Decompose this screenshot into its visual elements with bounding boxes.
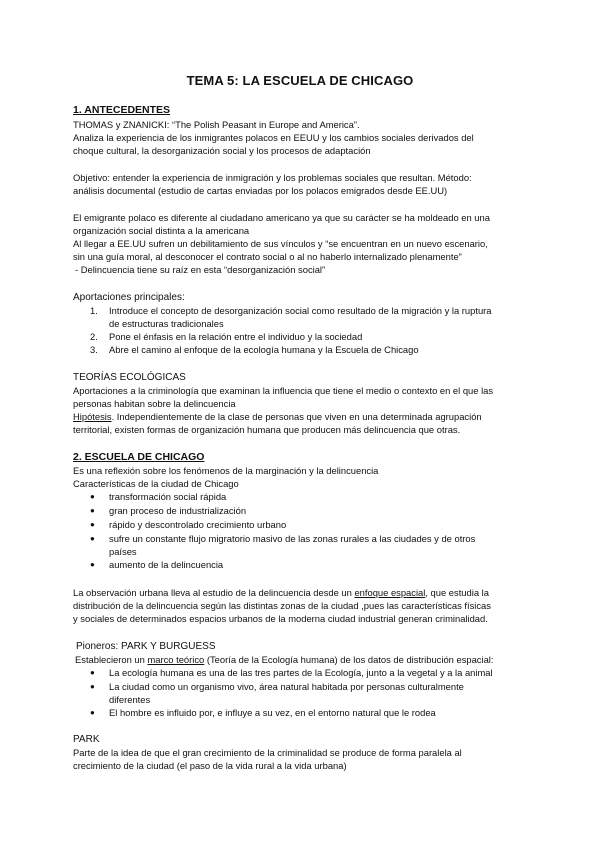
- hypothesis-line-1: [73, 411, 482, 423]
- established-text-c: (Teoría de la Ecología humana) de los datos de distribución espacial:: [204, 654, 494, 665]
- observation-spatial-approach: enfoque espacial: [354, 587, 426, 598]
- hypothesis-line-2: territorial, existen formas de organización humana que producen más delincuencia que otras.: [73, 424, 461, 435]
- analysis-line-2: choque cultural, la desorganización social y los procesos de adaptación: [73, 145, 371, 156]
- feature-item: rápido y descontrolado crecimiento urbano: [109, 519, 287, 530]
- bullet-icon: ●: [90, 520, 95, 529]
- established-line: [75, 654, 493, 666]
- pioneers-heading: Pioneros: PARK Y BURGUESS: [76, 641, 216, 652]
- bullet-icon: ●: [90, 682, 95, 691]
- observation-line-3: y sociales de determinados espacios urbanos de la moderna ciudad industrial generan criminalidad.: [73, 613, 488, 624]
- established-framework: marco teórico: [147, 654, 205, 665]
- feature-item: aumento de la delincuencia: [109, 559, 224, 570]
- ecology-point: La ecología humana es una de las tres partes de la Ecología, junto a la vegetal y a la animal: [109, 667, 493, 678]
- contributions-heading: Aportaciones principales:: [73, 292, 185, 303]
- crime-note: - Delincuencia tiene su raíz en esta “desorganización social”: [75, 264, 326, 275]
- park-line-2: crecimiento de la ciudad (el paso de la vida rural a la vida urbana): [73, 760, 347, 771]
- park-line-1: Parte de la idea de que el gran crecimiento de la criminalidad se produce de forma paralela al: [73, 747, 462, 758]
- contribution-number: 2.: [90, 331, 98, 342]
- authors-line: THOMAS y ZNANICKI: “The Polish Peasant in Europe and America”.: [73, 119, 360, 130]
- feature-item: transformación social rápida: [109, 491, 227, 502]
- chicago-features-heading: Características de la ciudad de Chicago: [73, 478, 239, 489]
- objective-line-1: Objetivo: entender la experiencia de inmigración y los problemas sociales que resultan. Método:: [73, 172, 472, 183]
- park-heading: PARK: [73, 734, 100, 745]
- observation-line-1: [73, 587, 489, 599]
- bullet-icon: ●: [90, 560, 95, 569]
- feature-item: gran proceso de industrialización: [109, 505, 247, 516]
- ecology-point-cont: diferentes: [109, 694, 151, 705]
- eco-line-1: Aportaciones a la criminología que examinan la influencia que tiene el medio o contexto en el que las: [73, 385, 494, 396]
- contribution-item: Pone el énfasis en la relación entre el individuo y la sociedad: [109, 331, 363, 342]
- feature-item: sufre un constante flujo migratorio masivo de las zonas rurales a las ciudades y de otros: [109, 533, 476, 544]
- contribution-number: 3.: [90, 344, 98, 355]
- contribution-item: Introduce el concepto de desorganización social como resultado de la migración y la ruptura: [109, 305, 492, 316]
- observation-text-c: , que estudia la: [425, 587, 489, 598]
- chicago-intro: Es una reflexión sobre los fenómenos de la marginación y la delincuencia: [73, 465, 379, 476]
- bullet-icon: ●: [90, 668, 95, 677]
- feature-item-cont: países: [109, 546, 137, 557]
- established-text-a: Establecieron un: [75, 654, 148, 665]
- hypothesis-label: Hipótesis: [73, 411, 112, 422]
- contribution-item: Abre el camino al enfoque de la ecología humana y la Escuela de Chicago: [109, 344, 419, 355]
- emigrant-line-1: El emigrante polaco es diferente al ciudadano americano ya que su carácter se ha moldeado en una: [73, 212, 490, 223]
- contribution-item-cont: de estructuras tradicionales: [109, 318, 224, 329]
- arrival-line-1: Al llegar a EE.UU sufren un debilitamiento de sus vínculos y “se encuentran en un nuevo escenario,: [73, 238, 488, 249]
- bullet-icon: ●: [90, 534, 95, 543]
- analysis-line-1: Analiza la experiencia de los inmigrantes polacos en EEUU y los cambios sociales derivados del: [73, 132, 474, 143]
- eco-theories-heading: TEORÍAS ECOLÓGICAS: [73, 372, 186, 383]
- page-title: TEMA 5: LA ESCUELA DE CHICAGO: [186, 73, 414, 88]
- eco-line-2: personas habitan sobre la delincuencia: [73, 398, 236, 409]
- observation-text-a: La observación urbana lleva al estudio de la delincuencia desde un: [73, 587, 355, 598]
- bullet-icon: ●: [90, 492, 95, 501]
- ecology-point: La ciudad como un organismo vivo, área natural habitada por personas culturalmente: [109, 681, 464, 692]
- ecology-point: El hombre es influido por, e influye a su vez, en el entorno natural que le rodea: [109, 707, 436, 718]
- section-heading-antecedentes: 1. ANTECEDENTES: [73, 104, 171, 116]
- bullet-icon: ●: [90, 708, 95, 717]
- section-heading-escuela-chicago: 2. ESCUELA DE CHICAGO: [73, 451, 205, 463]
- contribution-number: 1.: [90, 305, 98, 316]
- emigrant-line-2: organización social distinta a la americana: [73, 225, 250, 236]
- observation-line-2: distribución de la delincuencia según las distintas zonas de la ciudad ,pues las características físicas: [73, 600, 491, 611]
- hypothesis-text: . Independientemente de la clase de personas que viven en una determinada agrupación: [111, 411, 482, 422]
- bullet-icon: ●: [90, 506, 95, 515]
- objective-line-2: análisis documental (estudio de cartas enviadas por los polacos emigrados desde EE.UU): [73, 185, 448, 196]
- arrival-line-2: sin una guía moral, al desconocer el contrato social o al no haberlo internalizado plenamente”: [73, 251, 462, 262]
